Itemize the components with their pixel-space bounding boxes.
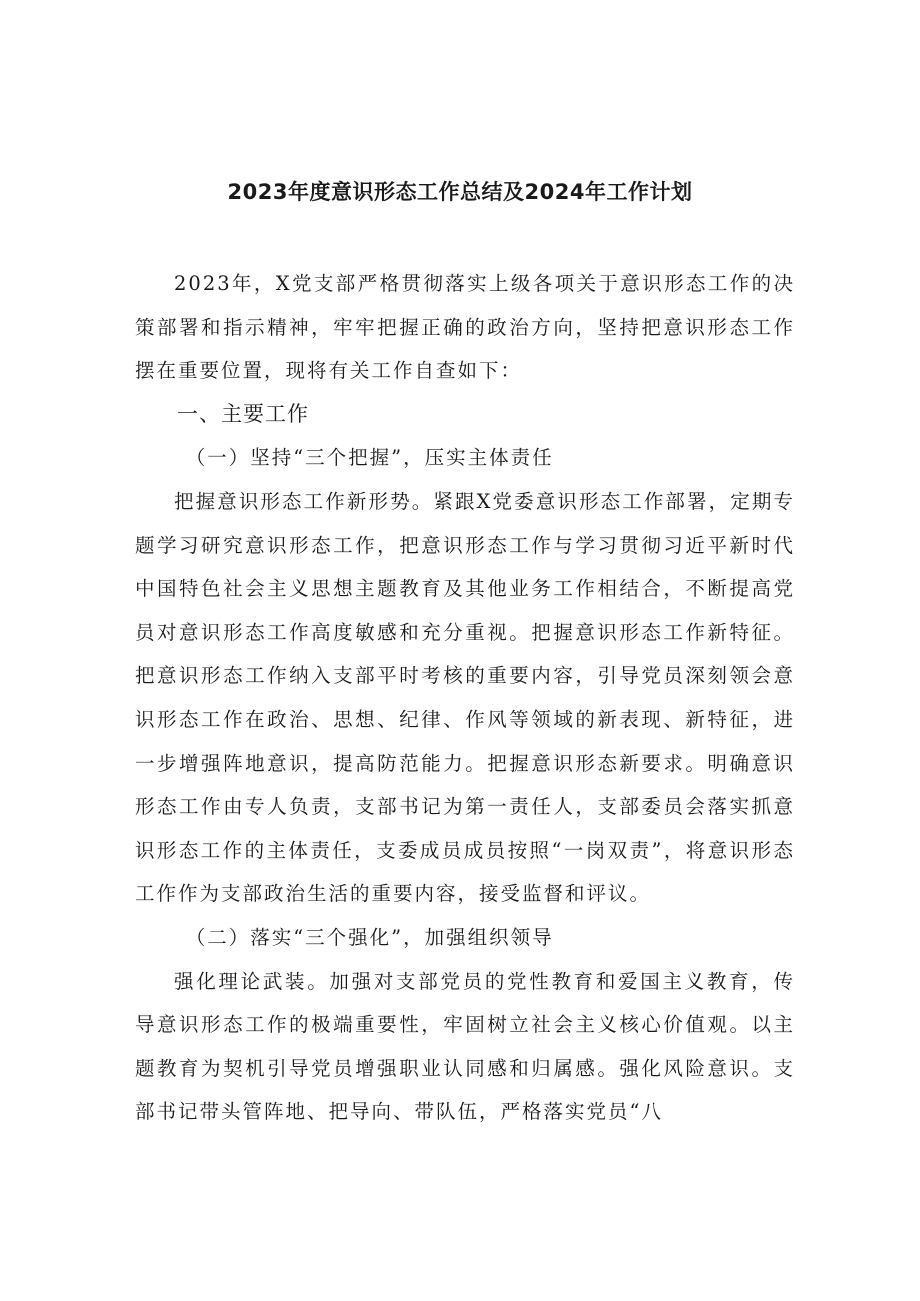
subsection-2-paragraph: 强化理论武装。加强对支部党员的党性教育和爱国主义教育，传导意识形态工作的极端重要性，牢固树立社会主义核心价值观。以主题教育为契机引导党员增强职业认同感和归属感。强化风险意识。支部书记带头管阵地、把导向、带队伍，严格落实党员“八 — [135, 969, 795, 1124]
section-heading-main-work: 一、主要工作 — [177, 401, 309, 426]
document-body — [135, 262, 795, 1134]
subsection-heading-1: （一）坚持“三个把握”，压实主体责任 — [185, 446, 554, 470]
intro-paragraph: 2023年，X党支部严格贯彻落实上级各项关于意识形态工作的决策部署和指示精神，牢牢把握正确的政治方向，坚持把意识形态工作摆在重要位置，现将有关工作自查如下： — [135, 272, 795, 383]
document-title: 2023年度意识形态工作总结及2024年工作计划 — [227, 180, 693, 204]
subsection-1-paragraph: 把握意识形态工作新形势。紧跟X党委意识形态工作部署，定期专题学习研究意识形态工作，把意识形态工作与学习贯彻习近平新时代中国特色社会主义思想主题教育及其他业务工作相结合，不断提高党员对意识形态工作高度敏感和充分重视。把握意识形态工作新特征。把意识形态工作纳入支部平时考核的重要内容，引导党员深刻领会意识形态工作在政治、思想、纪律、作风等领域的新表现、新特征，进一步增强阵地意识，提高防范能力。把握意识形态新要求。明确意识形态工作由专人负责，支部书记为第一责任人，支部委员会落实抓意识形态工作的主体责任，支委成员成员按照“一岗双责”，将意识形态工作作为支部政治生活的重要内容，接受监督和评议。 — [135, 489, 795, 906]
subsection-heading-2: （二）落实“三个强化”，加强组织领导 — [185, 925, 554, 949]
